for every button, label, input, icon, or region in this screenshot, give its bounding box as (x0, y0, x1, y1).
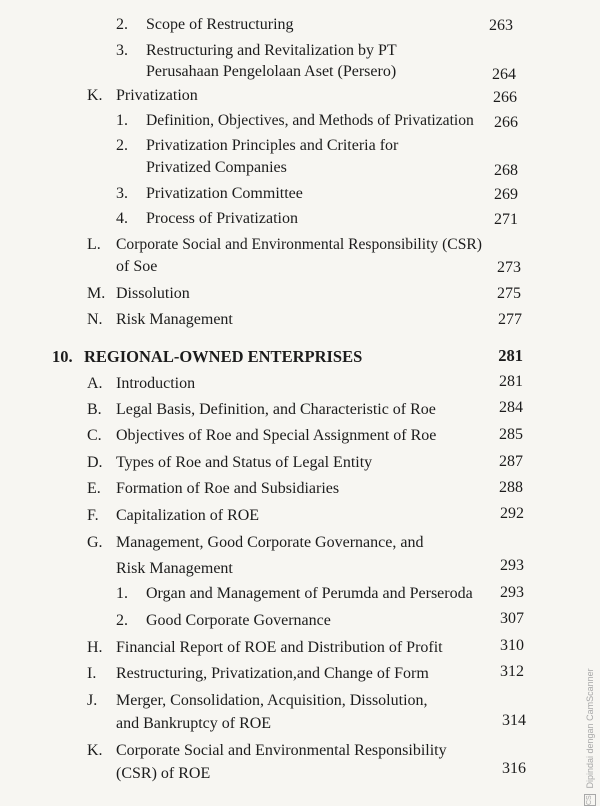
toc-letter: F. (87, 507, 99, 524)
toc-page-number: 266 (494, 114, 518, 131)
toc-entry-title: Formation of Roe and Subsidiaries (116, 480, 340, 497)
toc-page-number: 268 (494, 162, 518, 179)
toc-letter: N. (87, 311, 103, 328)
toc-entry-title: Capitalization of ROE (116, 507, 260, 524)
toc-page-number: 273 (497, 259, 521, 276)
toc-entry-title: Good Corporate Governance (146, 612, 331, 629)
toc-entry-title: Restructuring, Privatization,and Change of Form (116, 665, 429, 682)
toc-letter: C. (87, 427, 102, 444)
toc-letter: E. (87, 480, 101, 497)
toc-page-number: 314 (502, 712, 526, 729)
toc-page-number: 284 (499, 399, 523, 416)
toc-number: 3. (116, 42, 128, 59)
toc-entry-title: Definition, Objectives, and Methods of Privatization (146, 112, 474, 129)
toc-page-number: 293 (500, 584, 524, 601)
toc-entry-title: Types of Roe and Status of Legal Entity (116, 454, 373, 471)
toc-entry-title-cont: of Soe (116, 258, 158, 275)
toc-page-number: 285 (499, 426, 523, 443)
toc-letter: J. (87, 692, 98, 709)
toc-entry-title-cont: Perusahaan Pengelolaan Aset (Persero) (146, 63, 397, 80)
toc-number: 2. (116, 16, 128, 33)
toc-letter: B. (87, 401, 102, 418)
toc-entry-title: Privatization Principles and Criteria for (146, 137, 399, 154)
toc-letter: A. (87, 375, 103, 392)
toc-entry-title: Process of Privatization (146, 210, 298, 227)
chapter-title: REGIONAL-OWNED ENTERPRISES (84, 347, 363, 366)
toc-letter: K. (87, 742, 103, 759)
toc-number: 1. (116, 112, 128, 129)
toc-entry-title: Dissolution (116, 285, 190, 302)
toc-number: 2. (116, 137, 128, 154)
toc-entry-title: Management, Good Corporate Governance, and (116, 534, 424, 551)
toc-entry-title: Scope of Restructuring (146, 16, 294, 33)
toc-letter: G. (87, 534, 103, 551)
toc-page-number: 277 (498, 311, 522, 328)
toc-entry-title: Financial Report of ROE and Distribution of Profit (116, 639, 443, 656)
toc-letter: H. (87, 639, 103, 656)
toc-number: 2. (116, 612, 128, 629)
toc-entry-title: Introduction (116, 375, 196, 392)
toc-entry-title: Privatization (116, 87, 198, 104)
toc-page-number: 312 (500, 663, 524, 680)
toc-entry-title: Objectives of Roe and Special Assignment of Roe (116, 427, 437, 444)
toc-letter: D. (87, 454, 103, 471)
toc-number: 3. (116, 185, 128, 202)
toc-page-number: 293 (500, 557, 524, 574)
watermark-text: Dipindai dengan CamScanner (585, 668, 595, 789)
toc-entry-title: Risk Management (116, 311, 233, 328)
toc-page-number: 316 (502, 760, 526, 777)
toc-page-number: 281 (499, 373, 523, 390)
toc-entry-title-cont: (CSR) of ROE (116, 765, 211, 782)
toc-page-number: 271 (494, 211, 518, 228)
toc-page-number: 263 (489, 17, 513, 34)
toc-page-number: 281 (498, 346, 523, 365)
toc-page-number: 307 (500, 610, 524, 627)
toc-page-number: 266 (493, 89, 517, 106)
toc-page-number: 292 (500, 505, 524, 522)
toc-entry-title: Privatization Committee (146, 185, 303, 202)
toc-letter: L. (87, 236, 101, 253)
toc-entry-title-cont: and Bankruptcy of ROE (116, 715, 272, 732)
toc-page-number: 264 (492, 66, 516, 83)
toc-letter: K. (87, 87, 103, 104)
camscanner-logo-icon: CS (584, 794, 596, 806)
chapter-number: 10. (52, 347, 73, 366)
toc-number: 1. (116, 585, 128, 602)
toc-letter: I. (87, 665, 97, 682)
toc-entry-title: Restructuring and Revitalization by PT (146, 42, 397, 59)
toc-entry-title: Corporate Social and Environmental Responsibility (CSR) (116, 236, 482, 253)
toc-number: 4. (116, 210, 128, 227)
toc-page-number: 310 (500, 637, 524, 654)
toc-entry-title: Legal Basis, Definition, and Characteristic of Roe (116, 401, 436, 418)
toc-page-number: 288 (499, 479, 523, 496)
toc-entry-title-cont: Privatized Companies (146, 159, 287, 176)
toc-page-number: 287 (499, 453, 523, 470)
scanner-watermark (584, 666, 598, 806)
toc-entry-title-cont: Risk Management (116, 560, 233, 577)
toc-entry-title: Corporate Social and Environmental Responsibility (116, 742, 447, 759)
toc-page-number: 269 (494, 186, 518, 203)
toc-entry-title: Merger, Consolidation, Acquisition, Dissolution, (116, 692, 428, 709)
toc-page-number: 275 (497, 285, 521, 302)
toc-entry-title: Organ and Management of Perumda and Perseroda (146, 585, 473, 602)
toc-letter: M. (87, 285, 106, 302)
